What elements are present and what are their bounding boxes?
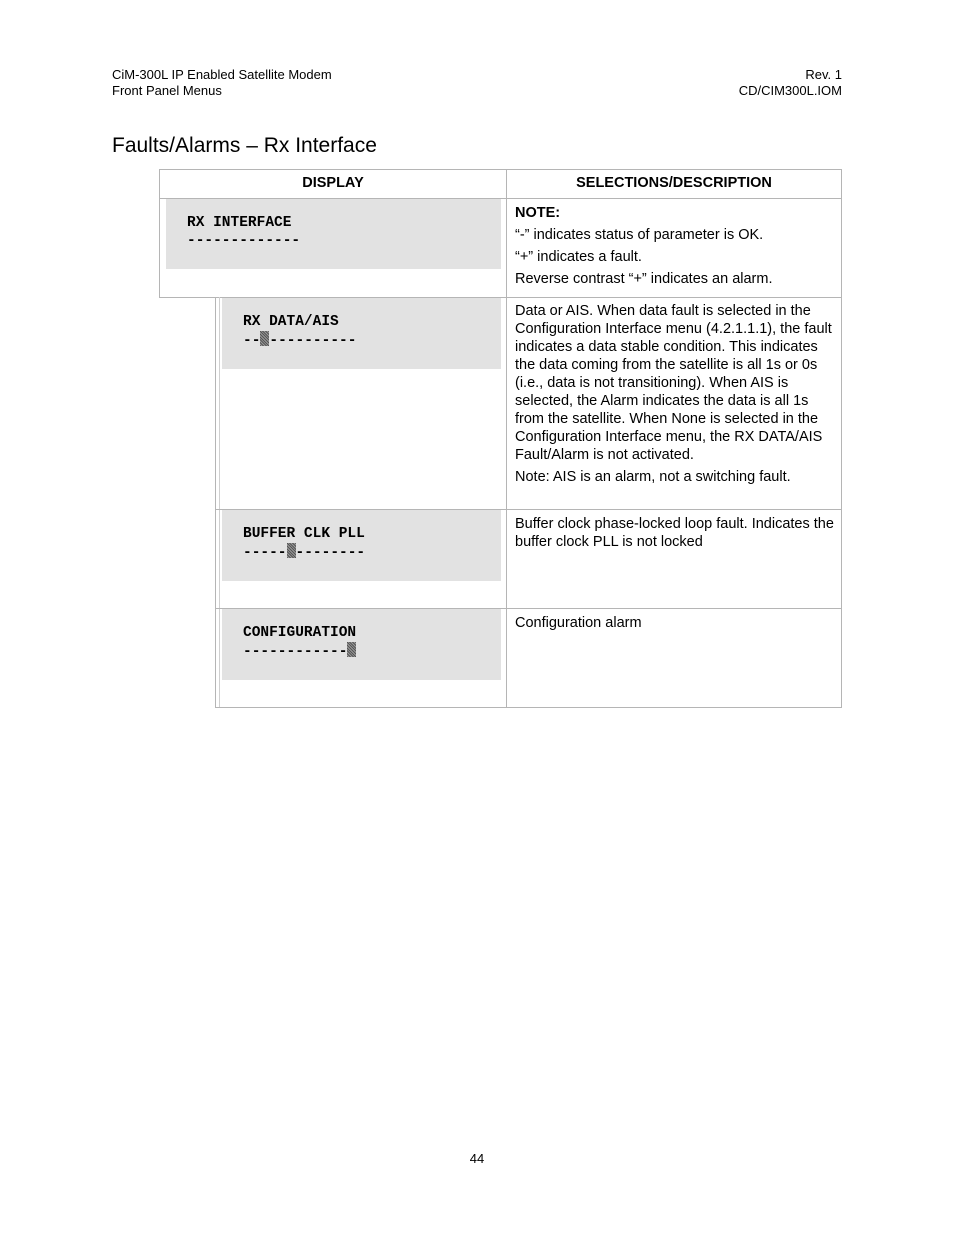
- document-title: CiM-300L IP Enabled Satellite Modem: [112, 67, 332, 82]
- lcd-display-rx-data-ais: [222, 298, 501, 369]
- description-text: Configuration alarm: [515, 615, 642, 631]
- lcd-line-1: RX INTERFACE: [187, 215, 292, 231]
- row-rx-data-ais-description: [515, 302, 837, 486]
- note-line: “+” indicates a fault.: [515, 249, 642, 265]
- page-number: 44: [469, 1151, 485, 1166]
- chapter-title: Front Panel Menus: [112, 83, 222, 98]
- fault-cursor-icon: [287, 543, 296, 558]
- selections-column-header: SELECTIONS/DESCRIPTION: [576, 175, 772, 191]
- lcd-line-2-prefix: --: [243, 333, 261, 349]
- lcd-line-2: -------------: [187, 233, 301, 249]
- page-header-right: [739, 67, 842, 99]
- lcd-display-buffer-clk-pll: [222, 510, 501, 581]
- lcd-display-rx-interface: [166, 199, 501, 269]
- lcd-line-2-prefix: -----: [243, 545, 287, 561]
- lcd-line-2-suffix: --------: [295, 545, 366, 561]
- lcd-line-2-prefix: ------------: [243, 644, 348, 660]
- lcd-line-2-suffix: ----------: [269, 333, 357, 349]
- description-text: Data or AIS. When data fault is selected in the Configuration Interface menu (4.2.1.1.1), the fault indicates a data stable condition. This indicates the data coming from the satellite is all 1s or 0s (i.e., data is not transitioning). When AIS is selected, the Alarm indicates the data is all 1s from the satellite. When None is selected in the Configuration Interface menu, the RX DATA/AIS Fault/Alarm is not activated.: [515, 303, 832, 463]
- page-header-left: [112, 67, 332, 99]
- display-column-header: DISPLAY: [302, 175, 364, 191]
- document-number: CD/CIM300L.IOM: [738, 83, 842, 98]
- section-title: Faults/Alarms – Rx Interface: [112, 134, 377, 157]
- description-note: Note: AIS is an alarm, not a switching fault.: [515, 469, 791, 485]
- row-buffer-clk-pll-description: [515, 515, 837, 551]
- description-text: Buffer clock phase-locked loop fault. Indicates the buffer clock PLL is not locked: [515, 516, 834, 550]
- lcd-display-configuration: [222, 609, 501, 680]
- lcd-line-1: RX DATA/AIS: [243, 314, 339, 330]
- note-line: “-” indicates status of parameter is OK.: [515, 227, 764, 243]
- note-line: Reverse contrast “+” indicates an alarm.: [515, 271, 773, 287]
- lcd-line-1: CONFIGURATION: [243, 625, 357, 641]
- row-rx-interface-description: [515, 204, 837, 288]
- row-configuration-description: [515, 614, 837, 632]
- fault-cursor-icon: [347, 642, 356, 657]
- revision-label: Rev. 1: [805, 67, 842, 82]
- note-heading: NOTE:: [515, 205, 561, 221]
- lcd-line-1: BUFFER CLK PLL: [243, 526, 365, 542]
